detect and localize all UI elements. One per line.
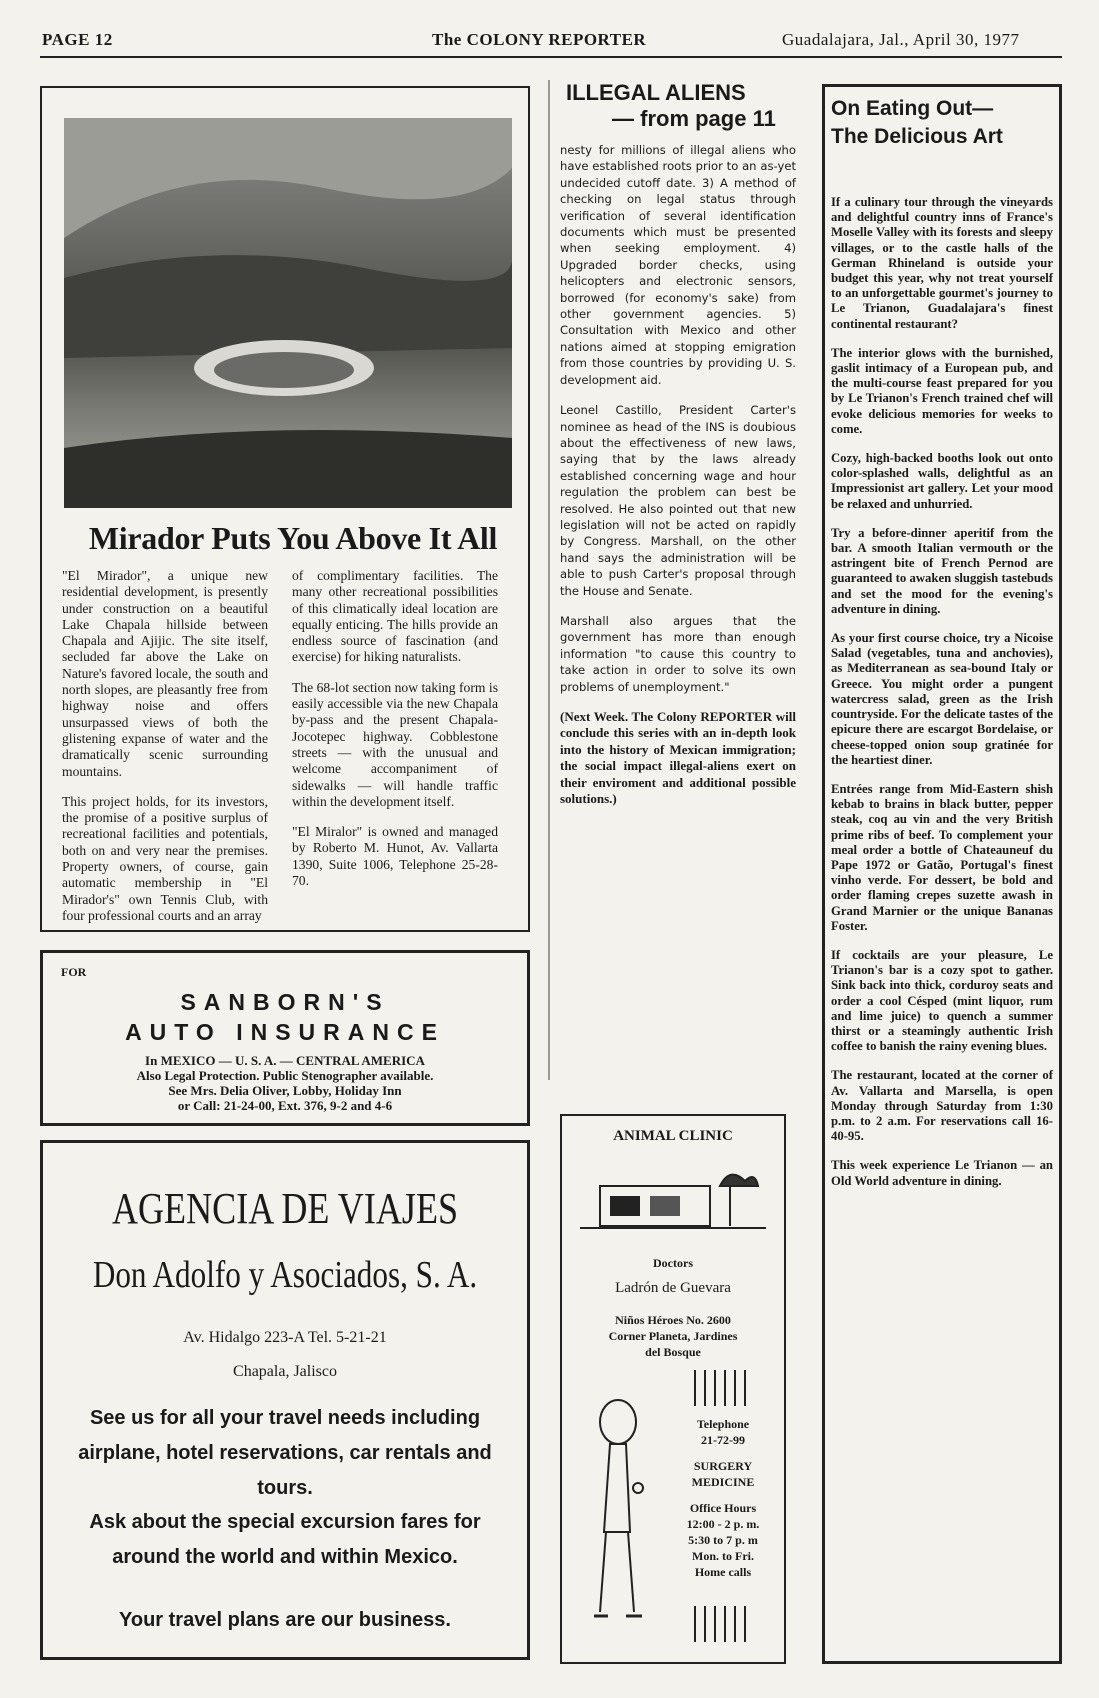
sanborns-title: SANBORN'S: [180, 989, 390, 1015]
mirador-paragraph: "El Mirador", a unique new residential development, is presently under construction on a beautiful Lake Chapala hillside between Chapala and Ajijic. The site itself, secluded far above the Lake on Nature's favored locale, the south and north slopes, are pleasantly free from highway noise and offers unsurpassed views of both the glistening expanse of water and the dramatically scenic surrounding mountains.: [62, 568, 268, 779]
clinic-building-illustration: [580, 1156, 766, 1236]
mirador-paragraph: The 68-lot section now taking form is easily accessible via the new Chapala by-pass and the present Chapala-Jocotepec highway. Cobblestone streets — with the unusual and welcome accompaniment of sidewalks — will handle traffic within the development itself.: [292, 679, 498, 809]
clinic-service: SURGERY: [693, 1459, 753, 1473]
agencia-tagline: Your travel plans are our business.: [119, 1609, 451, 1631]
sanborns-line: In MEXICO — U. S. A. — CENTRAL AMERICA: [145, 1053, 425, 1068]
clinic-service: MEDICINE: [691, 1475, 755, 1489]
clinic-address: [562, 1312, 784, 1360]
mirador-paragraph: This project holds, for its investors, the promise of a positive surplus of recreational facilities and potentials, both on and very near the premises. Property owners, of course, gain automatic membership in "El Mirador's" own Tennis Club, with four professional courts and an array: [62, 793, 268, 923]
dog-doctor-illustration: [580, 1392, 660, 1632]
clinic-address-line: Corner Planeta, Jardines: [608, 1329, 738, 1343]
sanborns-line: Also Legal Protection. Public Stenographer available.: [136, 1068, 434, 1083]
clinic-title: ANIMAL CLINIC: [613, 1128, 733, 1144]
eating-out-article: [822, 84, 1062, 1664]
clinic-address-line: Niños Héroes No. 2600: [615, 1313, 731, 1327]
agencia-pitch: See us for all your travel needs including airplane, hotel reservations, car rentals and tours.: [78, 1407, 492, 1499]
aliens-paragraph: Leonel Castillo, President Carter's nominee as head of the INS is doubious about the effectiveness of new laws, saying that by the laws already established concerning wage and hour regulation the problem can best be resolved. He also pointed out that new legislation will not be acted on rapidly by Congress. Marshall, on the other hand says the administration will be able to push Carter's proposal through the House and Senate.: [560, 403, 796, 598]
sanborns-details: [43, 1053, 527, 1113]
clinic-phone-label: Telephone: [696, 1417, 750, 1431]
sanborns-for: FOR: [61, 965, 87, 979]
dateline: Guadalajara, Jal., April 30, 1977: [782, 30, 1020, 49]
clinic-home-calls: Home calls: [694, 1565, 752, 1579]
clinic-days: Mon. to Fri.: [692, 1549, 754, 1563]
eating-paragraph: If a culinary tour through the vineyards and delightful country inns of France's Moselle Valley with its forests and sleepy villages, or to the castle halls of the German Rhineland is outside your budget this year, why not treat yourself to an unforgettable gourmet's journey to Le Trianon, Guadalajara's finest continental restaurant?: [831, 195, 1053, 331]
newspaper-name: The COLONY REPORTER: [432, 30, 647, 49]
clinic-phone-block: [662, 1416, 784, 1580]
clinic-name: Ladrón de Guevara: [615, 1280, 731, 1296]
clinic-hours: 5:30 to 7 p. m: [688, 1533, 758, 1547]
eating-paragraph: Cozy, high-backed booths look out onto color-splashed walls, delightful as an Impressionist art gallery. Let your mood be relaxed and unhurried.: [831, 451, 1053, 511]
mirador-paragraph: "El Miralor" is owned and managed by Roberto M. Hunot, Av. Vallarta 1390, Suite 1006, Telephone 25-28-70.: [292, 824, 498, 889]
agencia-city: Chapala, Jalisco: [233, 1363, 337, 1380]
eating-paragraph: The interior glows with the burnished, gaslit intimacy of a European pub, and the multi-course feast prepared for you by Le Trianon's French trained chef will evoke delicious memories for weeks to come.: [831, 345, 1053, 436]
aliens-subhead: — from page 11: [612, 106, 776, 131]
eating-paragraph: The restaurant, located at the corner of Av. Vallarta and Marsella, is open Monday through Saturday from 1:30 p.m. to 2 a.m. For reservations call 16-40-95.: [831, 1068, 1053, 1144]
mirador-headline: Mirador Puts You Above It All: [88, 520, 498, 556]
page-number: PAGE 12: [42, 30, 113, 49]
agencia-ad: [40, 1140, 530, 1660]
sanborns-line: See Mrs. Delia Oliver, Lobby, Holiday Inn: [168, 1083, 402, 1098]
column-divider: [548, 80, 550, 1080]
eating-paragraph: Entrées range from Mid-Eastern shish kebab to brains in black butter, pepper steak, coq au vin and the very British prime ribs of beef. To complement your meal order a bottle of Chateauneuf du Pape 1972 or Gatão, Portugal's finest vinho verde. For dessert, be bold and order flaming crepes suzette awash in Grand Marnier or the unique Bananas Foster.: [831, 781, 1053, 933]
eating-subhead: The Delicious Art: [831, 125, 1003, 148]
aliens-paragraph: Marshall also argues that the government has more than enough information "to cause this country to take action in order to solve its own problems of unemployment.": [560, 613, 796, 694]
clinic-phone: 21-72-99: [701, 1433, 745, 1447]
lake-chapala-photo: [64, 118, 512, 508]
eating-paragraph: If cocktails are your pleasure, Le Trianon's bar is a cozy spot to gather. Sink back into thick, corduroy seats and order a cool Césped (mint liquor, rum and lime juice) to quench a summer thirst or a steamingly authentic Irish coffee to banish the rainy evening blues.: [831, 947, 1053, 1054]
agencia-excursion: Ask about the special excursion fares for around the world and within Mexico.: [89, 1511, 481, 1568]
mirador-column-2: [292, 568, 498, 903]
clinic-address-line: del Bosque: [645, 1345, 701, 1359]
eating-paragraph: As your first course choice, try a Nicoise Salad (vegetables, tuna and anchovies), as Mediterranean as sea-bound Italy or Greece. You might order a pungent watercress salad, green as the Irish countryside. For the delicate tastes of the epicure there are escargot Bordelaise, or cheese-topped onion soup gratinée for the heartiest diner.: [831, 631, 1053, 767]
clinic-doctors: Doctors: [653, 1256, 693, 1270]
sanborns-line: or Call: 21-24-00, Ext. 376, 9-2 and 4-6: [177, 1098, 393, 1113]
mirador-paragraph: of complimentary facilities. The many other recreational possibilities of this climatically ideal location are equally enticing. The hills provide an endless source of fascination (and exercise) for hiking naturalists.: [292, 568, 498, 665]
agencia-name: Don Adolfo y Asociados, S. A.: [92, 1254, 478, 1296]
eating-paragraph: This week experience Le Trianon — an Old World adventure in dining.: [831, 1158, 1053, 1188]
clinic-decorative-bars: [690, 1370, 750, 1411]
eating-body: [831, 195, 1053, 1203]
clinic-hours: 12:00 - 2 p. m.: [686, 1517, 760, 1531]
aliens-paragraph: nesty for millions of illegal aliens who have established roots prior to an as-yet undecided cutoff date. 3) A method of checking on legal status through verification of several identification documents which must be presented when seeking employment. 4) Upgraded border checks, using helicopters and electronic sensors, borrowed (for economy's sake) from other government agencies. 5) Consultation with Mexico and other nations aimed at stopping emigration from those countries by providing U. S. development aid.: [560, 143, 796, 387]
sanborns-subtitle: AUTO INSURANCE: [125, 1019, 445, 1045]
clinic-decorative-bars: [690, 1606, 750, 1647]
clinic-hours-label: Office Hours: [689, 1501, 757, 1515]
sanborns-ad: [40, 950, 530, 1126]
aliens-next-week: (Next Week. The Colony REPORTER will conclude this series with an in-depth look into the history of Mexican immigration; the social impact illegal-aliens exert on their enviroment and additional possible solutions.): [560, 709, 796, 807]
header-rule: [40, 56, 1062, 58]
aliens-body: [560, 142, 796, 821]
agencia-title: AGENCIA DE VIAJES: [111, 1184, 459, 1233]
eating-headline: On Eating Out—: [831, 97, 994, 120]
aliens-headline: ILLEGAL ALIENS: [566, 80, 746, 105]
eating-paragraph: Try a before-dinner aperitif from the bar. A smooth Italian vermouth or the astringent bite of French Pernod are guaranteed to awaken sluggish tastebuds and set the mood for the evening's adventure in dining.: [831, 525, 1053, 616]
mirador-article: [40, 86, 530, 932]
mirador-column-1: [62, 568, 268, 938]
agencia-address: Av. Hidalgo 223-A Tel. 5-21-21: [183, 1329, 387, 1346]
clinic-ad: [560, 1114, 786, 1664]
